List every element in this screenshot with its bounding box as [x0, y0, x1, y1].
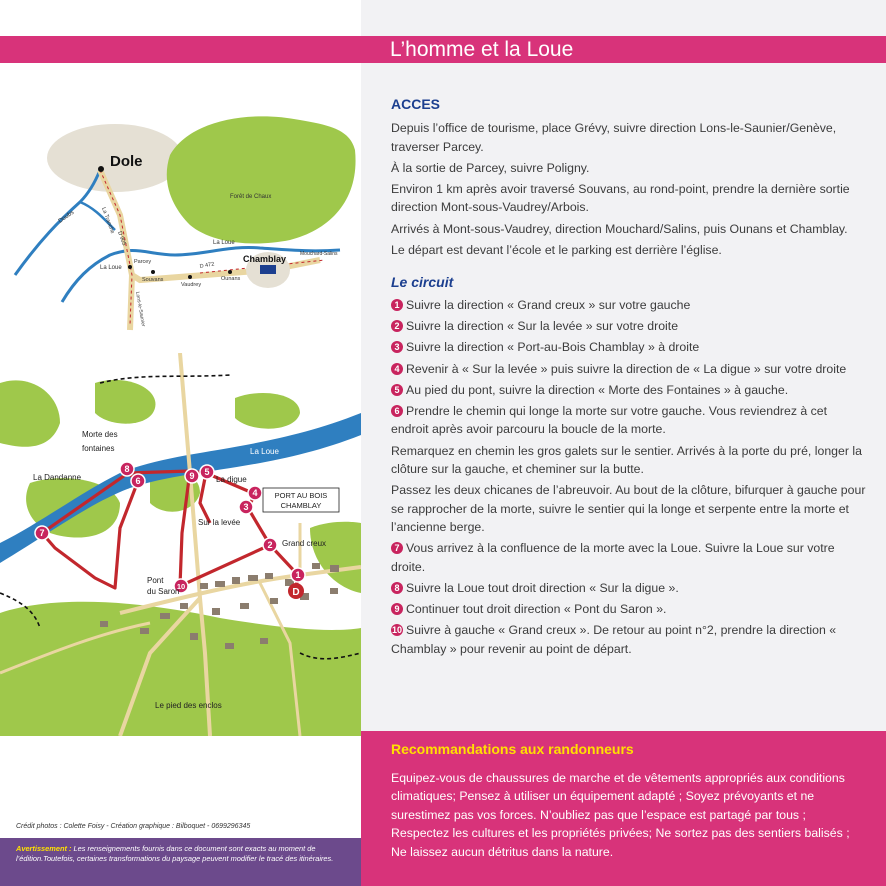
souvans-dot	[151, 270, 155, 274]
pontdu-label: Pont	[147, 576, 164, 585]
svg-text:8: 8	[124, 464, 130, 474]
step-number: 8	[391, 582, 403, 594]
content-column	[391, 92, 866, 661]
page-title: L’homme et la Loue	[390, 38, 574, 61]
mouchard-label: Mouchard-Salins	[300, 251, 338, 257]
svg-text:3: 3	[243, 502, 249, 512]
dandanne-label: La Dandanne	[33, 473, 82, 482]
credit-line: Crédit photos : Colette Foisy - Création graphique : Bilboquet - 0699296345	[16, 823, 251, 830]
circuit-step	[391, 338, 866, 356]
step-text: Revenir à « Sur la levée » puis suivre la direction de « La digue » sur votre droite	[406, 361, 847, 376]
step-text: Vous arrivez à la confluence de la morte avec la Loue. Suivre la Loue sur votre droite.	[391, 541, 835, 574]
vaudrey-label: Vaudrey	[181, 282, 202, 288]
svg-text:D: D	[292, 587, 300, 598]
circuit-step	[391, 579, 866, 597]
step-number: 1	[391, 299, 403, 311]
svg-text:1: 1	[295, 570, 301, 580]
circuit-paragraph: Passez les deux chicanes de l’abreuvoir. Au bout de la clôture, bifurquer à gauche pour se rapprocher de la morte, suivre le sentier qui la longe et serpente entre la morte et l’ancienne berge.	[391, 483, 866, 534]
step-number: 9	[391, 603, 403, 615]
circuit-step	[391, 621, 866, 658]
green-patch-6	[310, 522, 361, 593]
circuit-heading: Le circuit	[391, 274, 454, 291]
acces-paragraph: Arrivés à Mont-sous-Vaudrey, direction Mouchard/Salins, puis Ounans et Chamblay.	[391, 221, 848, 236]
chamblay-icon	[260, 265, 276, 274]
warning-box	[0, 838, 361, 886]
foret-label: Forêt de Chaux	[230, 194, 272, 200]
svg-text:4: 4	[252, 488, 258, 498]
acces-heading: ACCES	[391, 96, 441, 112]
step-number: 3	[391, 341, 403, 353]
warning-label: Avertissement :	[16, 844, 72, 853]
circuit-step	[391, 360, 866, 378]
parcey-label: Parcey	[134, 259, 152, 265]
dole-dot	[98, 166, 104, 172]
acces-paragraph: Depuis l’office de tourisme, place Grévy, suivre direction Lons-le-Saunier/Genève, traverser Parcey.	[391, 121, 837, 154]
doubs-label: Doubs	[57, 209, 76, 225]
step-text: Au pied du pont, suivre la direction « Morte des Fontaines » à gauche.	[406, 382, 789, 397]
svg-text:2: 2	[267, 540, 273, 550]
step-text: Prendre le chemin qui longe la morte sur votre gauche. Vous reviendrez à cet endroit après avoir parcouru la boucle de la morte.	[391, 404, 828, 437]
grandcreux-label: Grand creux	[282, 539, 327, 548]
recommendations-text: Equipez-vous de chaussures de marche et de vêtements appropriés aux conditions climatiques; Pensez à utiliser un équipement adapté ; Soyez prévoyants et ne surestimez pas vos forces. N’oubliez pas que l’espace est partagé par tous ; Respectez les cultures et les propriétés privées; Ne sortez pas des sentiers balisés ; Ne laissez aucun détritus dans la nature.	[391, 771, 850, 859]
surlevee-label: Sur la levée	[198, 518, 241, 527]
morte-label: Morte des	[82, 430, 118, 439]
fontaines-label: fontaines	[82, 444, 115, 453]
step-text: Suivre la direction « Sur la levée » sur votre droite	[406, 318, 679, 333]
saron-label: du Saron	[147, 587, 180, 596]
ounans-label: Ounans	[221, 276, 241, 282]
green-patch-3	[235, 393, 300, 429]
parcey-dot	[128, 265, 132, 269]
forest-area	[167, 116, 356, 243]
step-number: 2	[391, 320, 403, 332]
step-text: Suivre la direction « Port-au-Bois Chamblay » à droite	[406, 340, 700, 355]
detail-map	[0, 353, 361, 736]
svg-text:5: 5	[204, 467, 210, 477]
circuit-step	[391, 381, 866, 399]
recommendations-box	[361, 731, 886, 886]
step-number: 4	[391, 363, 403, 375]
circuit-step	[391, 402, 866, 439]
step-number: 7	[391, 542, 403, 554]
step-number: 5	[391, 384, 403, 396]
circuit-step	[391, 600, 866, 618]
portbois-label-2: CHAMBLAY	[280, 501, 322, 510]
svg-text:6: 6	[135, 476, 141, 486]
ounans-dot	[228, 270, 232, 274]
laborde-label: La Tranche	[100, 206, 116, 235]
circuit-step	[391, 296, 866, 314]
svg-text:9: 9	[189, 471, 195, 481]
d472-label: D 472	[199, 261, 215, 270]
ladigue-label: La digue	[216, 475, 247, 484]
vaudrey-dot	[188, 275, 192, 279]
circuit-paragraph: Remarquez en chemin les gros galets sur le sentier. Arrivés à la porte du pré, longer la clôture sur la gauche, et cheminer sur la butte.	[391, 443, 862, 477]
step-text: Continuer tout droit direction « Pont du Saron ».	[406, 602, 667, 617]
acces-paragraph: À la sortie de Parcey, suivre Poligny.	[391, 160, 590, 175]
circuit-step	[391, 317, 866, 335]
green-patch-1	[0, 380, 60, 446]
map-panel	[0, 0, 361, 886]
d905-label: D 905	[116, 230, 127, 247]
dole-label: Dole	[110, 153, 143, 170]
warning-text: Les renseignements fournis dans ce document sont exacts au moment de l’édition.Toutefois, certaines transformations du paysage peuvent modifier le tracé des itinéraires.	[16, 844, 334, 863]
portbois-label-1: PORT AU BOIS	[274, 491, 328, 500]
step-text: Suivre la Loue tout droit direction « Sur la digue ».	[406, 580, 679, 595]
acces-paragraph: Le départ est devant l’école et le parking est derrière l’église.	[391, 243, 722, 258]
step-number: 10	[391, 625, 402, 636]
circuit-step	[391, 539, 866, 576]
step-number: 6	[391, 405, 403, 417]
piedenclos-label: Le pied des enclos	[155, 701, 222, 710]
loue-top-label: La Loue	[213, 240, 235, 246]
lons-label: Lons-le-Saunier	[134, 291, 147, 328]
step-text: Suivre à gauche « Grand creux ». De retour au point n°2, prendre la direction « Chamblay » pour revenir au point de départ.	[391, 623, 837, 656]
svg-text:10: 10	[176, 582, 186, 591]
step-text: Suivre la direction « Grand creux » sur votre gauche	[406, 297, 691, 312]
chamblay-label: Chamblay	[243, 254, 287, 264]
laloue-label: La Loue	[250, 447, 279, 456]
svg-text:7: 7	[39, 528, 45, 538]
souvans-label: Souvans	[142, 277, 164, 283]
loue-left-label: La Loue	[100, 265, 122, 271]
recommendations-title: Recommandations aux randonneurs	[391, 741, 634, 757]
green-patch-2	[95, 380, 155, 424]
acces-paragraph: Environ 1 km après avoir traversé Souvans, au rond-point, prendre la dernière sortie direction Mont-sous-Vaudrey/Arbois.	[391, 182, 850, 215]
